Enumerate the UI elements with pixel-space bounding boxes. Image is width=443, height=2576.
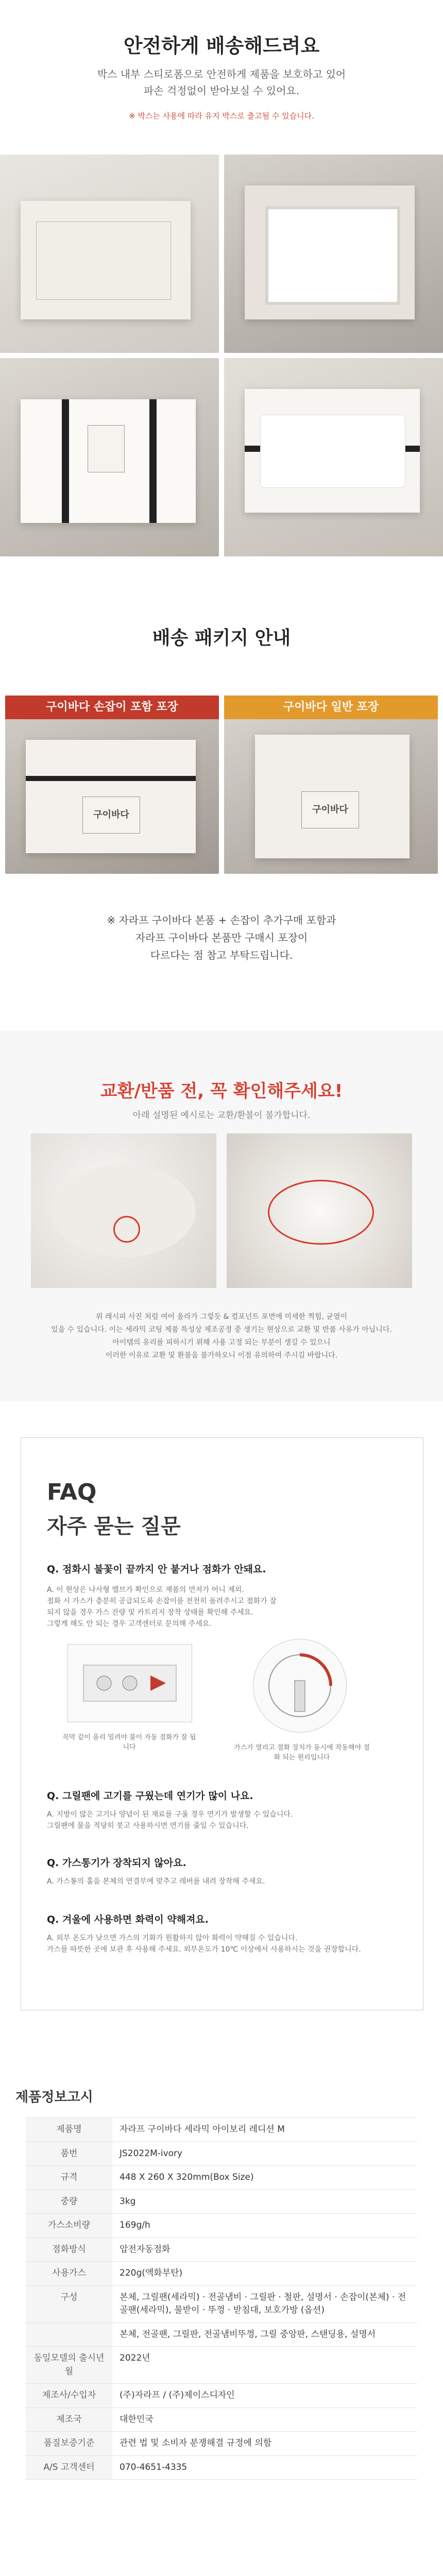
spec-row — [26, 2190, 417, 2214]
spec-row — [26, 2285, 417, 2323]
spec-value: 3kg — [112, 2190, 417, 2214]
spec-key: 가스소비량 — [26, 2214, 112, 2238]
spec-row — [26, 2142, 417, 2166]
spec-row — [26, 2262, 417, 2286]
photo-box-closed — [0, 155, 219, 353]
spec-row — [26, 2166, 417, 2190]
faq-illustration-right — [253, 1639, 347, 1733]
package-label-right: 구이바다 일반 포장 — [224, 696, 438, 719]
spec-value: 압전자동점화 — [112, 2238, 417, 2262]
faq-a2-2: 그릴팬에 물을 적당히 붓고 사용하시면 연기를 줄일 수 있습니다. — [47, 1822, 249, 1830]
faq-a1-4: 그렇게 해도 안 되는 경우 고객센터로 문의해 주세요. — [47, 1620, 212, 1628]
caution-title: 교환/반품 전, 꼭 확인해주세요! — [100, 1081, 343, 1101]
spec-value: 220g(액화부탄) — [112, 2262, 417, 2286]
package-note-1: ※ 자라프 구이바다 본품 + 손잡이 추가구매 포함과 — [107, 914, 336, 926]
spec-value: 관련 법 및 소비자 분쟁해결 규정에 의함 — [112, 2432, 417, 2456]
faq-a4-1: A. 외부 온도가 낮으면 가스의 기화가 원활하지 않아 화력이 약해질 수 있습니다. — [47, 1934, 298, 1942]
spec-key: 중량 — [26, 2190, 112, 2214]
spec-key: 사용가스 — [26, 2262, 112, 2286]
faq-q2: Q. 그릴팬에 고기를 구웠는데 연기가 많이 나요. — [47, 1790, 253, 1802]
package-section — [0, 556, 443, 1030]
caution-photo-2 — [227, 1133, 412, 1288]
notice-section — [0, 2550, 443, 2576]
photo-product-in-box — [224, 358, 443, 556]
hero-title: 안전하게 배송해드려요 — [123, 35, 320, 57]
faq-img-caption-left: 꼭막 같이 올리 밀려야 불이 자동 점화가 잘 됩니다 — [62, 1734, 196, 1751]
spec-row — [26, 2347, 417, 2384]
photo-box-open — [224, 155, 443, 353]
spec-value: (주)자라프 / (주)제이스디자인 — [112, 2384, 417, 2408]
spec-value: 본체, 전골팬, 그릴판, 전골냄비뚜껑, 그릴 중앙판, 스탠딩용, 설명서 — [112, 2323, 417, 2347]
spec-key: 품질보증기준 — [26, 2432, 112, 2456]
spec-row — [26, 2384, 417, 2408]
photo-handle-package — [5, 719, 219, 874]
spec-row — [26, 2323, 417, 2347]
caution-subtitle: 아래 설명된 예시로는 교환/환불이 불가합니다. — [132, 1110, 311, 1121]
hero-desc-1: 박스 내부 스티로폼으로 안전하게 제품을 보호하고 있어 — [97, 68, 346, 80]
spec-row — [26, 2238, 417, 2262]
spec-row — [26, 2408, 417, 2432]
faq-a2-1: A. 지방이 많은 고기나 양념이 된 재료를 구울 경우 연기가 발생할 수 있습니다. — [47, 1810, 293, 1819]
faq-a1-2: 점화 시 가스가 충분히 공급되도록 손잡이를 천천히 돌려주시고 점화가 잘 — [47, 1597, 277, 1605]
package-note-2: 자라프 구이바다 본품만 구매시 포장이 — [135, 931, 308, 944]
package-tag-right: 구이바다 — [301, 791, 359, 828]
spec-value: 2022년 — [112, 2347, 417, 2384]
faq-title: 자주 묻는 질문 — [47, 1515, 181, 1538]
photo-strapped-box — [0, 358, 219, 556]
spec-title: 제품정보고시 — [15, 2090, 93, 2105]
caution-body-3: 아이템의 유리를 피하시기 위해 사용 고정 되는 부분이 생길 수 있으니 — [112, 1338, 331, 1347]
faq-q3: Q. 가스통기가 장착되지 않아요. — [47, 1857, 186, 1869]
package-tag-left: 구이바다 — [82, 796, 140, 834]
spec-key — [26, 2323, 112, 2347]
spec-key: 점화방식 — [26, 2238, 112, 2262]
packaging-photos — [0, 155, 443, 556]
spec-row — [26, 2214, 417, 2238]
spec-value: 070-4651-4335 — [112, 2455, 417, 2480]
faq-a1-3: 되지 않을 경우 가스 잔량 및 카트리지 장착 상태를 확인해 주세요. — [47, 1608, 253, 1617]
package-title: 배송 패키지 안내 — [152, 628, 291, 649]
faq-illustration-left — [67, 1644, 192, 1722]
spec-key: 제조사/수입자 — [26, 2384, 112, 2408]
faq-img-caption-right: 가스가 열리고 점화 장치가 동시에 작동해야 점화 되는 원리입니다 — [234, 1744, 370, 1761]
photo-basic-package — [224, 719, 438, 874]
caution-photo-1 — [31, 1133, 216, 1288]
spec-key: 동일모델의 출시년월 — [26, 2347, 112, 2384]
faq-brand: FAQ — [47, 1479, 97, 1505]
spec-key: A/S 고객센터 — [26, 2455, 112, 2480]
spec-key: 제조국 — [26, 2408, 112, 2432]
faq-a1-1: A. 이 현상은 나사형 밸브가 확인으로 제품의 먼저가 어니 제외. — [47, 1586, 244, 1594]
faq-box — [21, 1437, 423, 2010]
spec-value: 본체, 그릴팬(세라믹) · 전골냄비 · 그릴판 · 철판, 설명서 · 손잡이(본체) · 전골팬(세라믹), 물받이 · 뚜껑 · 받침대, 보호가방 (옵션) — [112, 2285, 417, 2323]
faq-a3-1: A. 가스통의 홈을 본체의 연결부에 맞추고 레버를 내려 장착해 주세요. — [47, 1877, 265, 1886]
spec-key: 제품명 — [26, 2118, 112, 2142]
spec-key: 규격 — [26, 2166, 112, 2190]
caution-body-2: 있을 수 있습니다. 이는 세라믹 코팅 제품 특성상 제조공정 중 생기는 현상으로 교환 및 반품 사유가 아닙니다. — [51, 1326, 392, 1334]
caution-body-4: 이러한 이유로 교환 및 환불을 불가하오니 이점 유의하여 주시길 바랍니다. — [105, 1351, 338, 1360]
faq-section — [0, 1437, 443, 2040]
package-label-left: 구이바다 손잡이 포함 포장 — [5, 696, 219, 719]
spec-value: 448 X 260 X 320mm(Box Size) — [112, 2166, 417, 2190]
caution-body-1: 위 레시피 사진 처럼 여어 올라가 그렇듯 & 컴포넌트 포면에 미세한 찍힘, 균열이 — [95, 1313, 347, 1321]
spec-value: 대한민국 — [112, 2408, 417, 2432]
hero-warning: ※ 박스는 사용에 따라 유지 박스로 출고될 수 있습니다. — [129, 111, 314, 121]
spec-value: JS2022M-ivory — [112, 2142, 417, 2166]
package-note-3: 다르다는 점 참고 부탁드립니다. — [150, 949, 293, 961]
hero-section — [0, 0, 443, 149]
faq-q1: Q. 점화시 불꽃이 끝까지 안 붙거나 점화가 안돼요. — [47, 1564, 266, 1575]
spec-row — [26, 2455, 417, 2480]
spec-row — [26, 2118, 417, 2142]
spec-key: 구성 — [26, 2285, 112, 2323]
caution-section — [0, 1030, 443, 1401]
hero-desc-2: 파손 걱정없이 받아보실 수 있어요. — [143, 84, 300, 97]
spec-section — [0, 2066, 443, 2519]
faq-q4: Q. 겨울에 사용하면 화력이 약해져요. — [47, 1914, 209, 1925]
spec-row — [26, 2432, 417, 2456]
spec-value: 169g/h — [112, 2214, 417, 2238]
faq-a4-2: 가스를 따뜻한 곳에 보관 후 사용해 주세요. 외부온도가 10℃ 이상에서 사용하시는 것을 권장합니다. — [47, 1945, 361, 1954]
spec-key: 품번 — [26, 2142, 112, 2166]
spec-value: 자라프 구이바다 세라믹 아이보리 레디션 M — [112, 2118, 417, 2142]
spec-table — [26, 2117, 417, 2480]
